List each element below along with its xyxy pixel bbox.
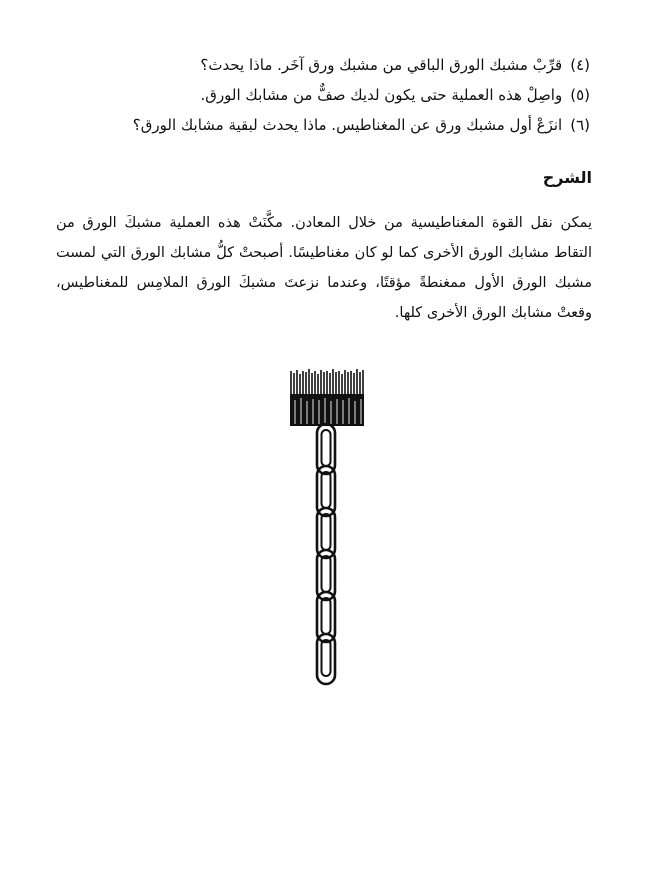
step-number: (٥): [570, 86, 590, 104]
step-number: (٦): [570, 116, 590, 134]
magnet-with-paperclip-chain-icon: [285, 366, 369, 686]
step-number: (٤): [570, 56, 590, 74]
step-item: [60, 80, 590, 110]
steps-list: [60, 50, 590, 140]
explanation-heading: الشرح: [542, 168, 592, 187]
step-text: قرِّبْ مشبك الورق الباقي من مشبك ورق آخَر. ماذا يحدث؟: [200, 56, 563, 74]
explanation-paragraph: يمكن نقل القوة المغناطيسية من خلال المعادن. مكَّنَتْ هذه العملية مشبكَ الورق من التقاط مشابك الورق الأخرى كما لو كان مغناطيسًا. أصبحتْ كلُّ مشابك الورق التي لمست مشبك الورق الأول ممغنطةً مؤقتًا، وعندما نزعتَ مشبكَ الورق الملامِس للمغناطيس، وقعتْ مشابك الورق الأخرى كلها.: [56, 215, 592, 321]
paperclip-chain: [317, 424, 335, 684]
step-text: واصِلْ هذه العملية حتى يكون لديك صفٌّ من مشابك الورق.: [200, 86, 563, 104]
step-text: انزَعْ أول مشبك ورق عن المغناطيس. ماذا يحدث لبقية مشابك الورق؟: [132, 116, 563, 134]
magnet-icon: [290, 369, 364, 426]
step-item: [60, 50, 590, 80]
step-item: [60, 110, 590, 140]
